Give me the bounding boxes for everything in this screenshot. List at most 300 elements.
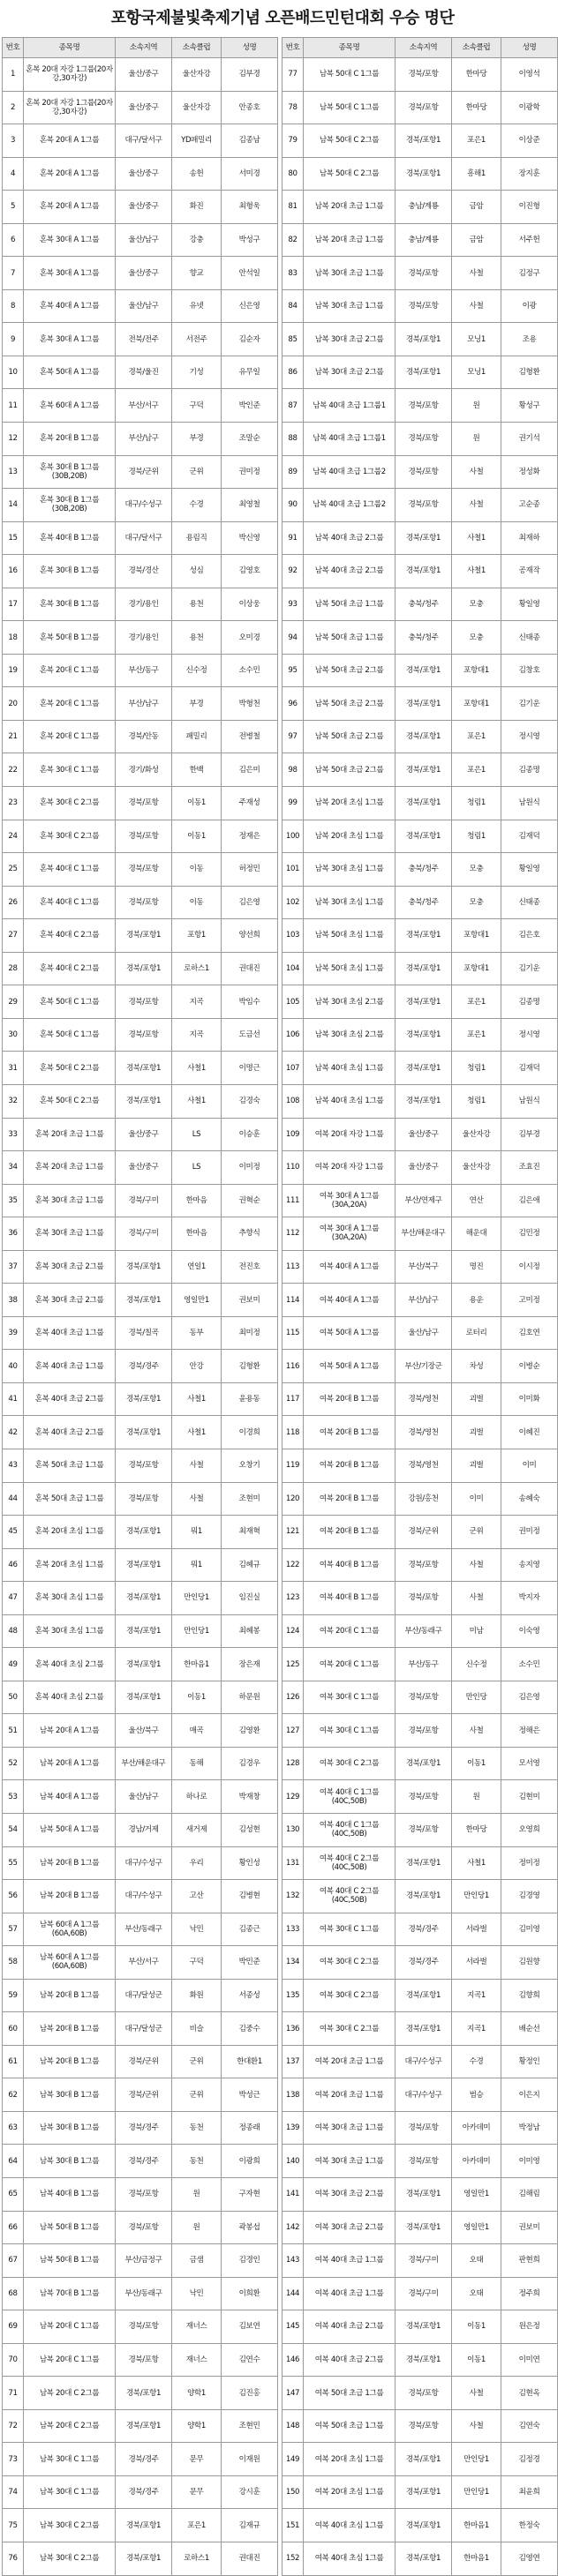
cell-name: 이숙영 [501,1614,558,1648]
table-row [282,521,558,555]
cell-no: 26 [3,886,24,919]
table-row [282,1516,558,1549]
cell-event: 남복 50대 초급 2그룹 [304,687,396,721]
cell-no: 133 [282,1913,304,1946]
cell-event: 남복 20대 A 1그룹 [24,1714,116,1748]
cell-club: 서전주 [172,323,222,356]
cell-event: 남복 40대 초급 2그룹 [304,521,396,555]
table-row [3,2509,278,2542]
cell-no: 4 [3,157,24,191]
cell-no: 46 [3,1548,24,1582]
cell-event: 여복 40대 C 2그룹(40C,50B) [304,1846,396,1880]
cell-name: 김보연 [222,2310,278,2344]
cell-club: 원 [452,423,501,456]
cell-region: 경북/포항 [116,2310,172,2344]
cell-no: 68 [3,2277,24,2310]
cell-club: 울산자강 [452,1151,501,1185]
table-row [3,654,278,687]
cell-no: 45 [3,1516,24,1549]
cell-no: 37 [3,1250,24,1284]
cell-club: 범승 [452,2078,501,2112]
cell-club: 화진 [172,191,222,224]
cell-club: 서라벌 [452,1913,501,1946]
cell-region: 경북/포항1 [396,1084,452,1118]
cell-club: 차성 [452,1350,501,1383]
cell-no: 48 [3,1614,24,1648]
cell-region: 경북/포항1 [396,1052,452,1085]
cell-no: 115 [282,1316,304,1350]
cell-no: 144 [282,2277,304,2310]
cell-region: 경북/포항1 [396,2475,452,2509]
cell-event: 혼복 30대 C 2그룹 [24,787,116,820]
cell-name: 김영연 [501,2542,558,2576]
cell-event: 혼복 20대 초심 1그룹 [24,1548,116,1582]
cell-name: 정시영 [501,1018,558,1052]
cell-name: 안종호 [222,91,278,124]
cell-region: 충북/청주 [396,588,452,621]
cell-event: 여복 30대 C 2그룹 [304,1946,396,1980]
cell-no: 110 [282,1151,304,1185]
cell-region: 경북/영천 [396,1416,452,1449]
cell-club: 한마음1 [452,2542,501,2576]
cell-club: 만인당1 [452,1880,501,1913]
cell-event: 여복 30대 A 1그룹(30A,20A) [304,1217,396,1251]
cell-event: 남복 20대 초급 1그룹 [304,191,396,224]
cell-no: 76 [3,2542,24,2576]
cell-region: 경북/경주 [396,1946,452,1980]
cell-event: 남복 60대 A 1그룹(60A,60B) [24,1946,116,1980]
cell-name: 황정인 [501,2045,558,2078]
cell-club: 포항대1 [452,952,501,985]
cell-club: 청림1 [452,787,501,820]
cell-no: 72 [3,2409,24,2443]
table-row [282,687,558,721]
cell-no: 22 [3,753,24,787]
cell-event: 혼복 30대 A 1그룹 [24,323,116,356]
cell-no: 73 [3,2443,24,2476]
cell-name: 이광희 [222,2145,278,2178]
cell-event: 남복 50대 초급 2그룹 [304,720,396,753]
cell-event: 혼복 20대 B 1그룹 [24,423,116,456]
cell-no: 1 [3,58,24,92]
cell-no: 128 [282,1747,304,1780]
cell-region: 울산/남구 [116,223,172,257]
cell-name: 소수민 [222,654,278,687]
cell-club: 안강 [172,1350,222,1383]
table-row [3,1052,278,1085]
cell-region: 충북/청주 [396,886,452,919]
table-row [3,1184,278,1217]
table-row [282,1648,558,1681]
table-row [3,58,278,92]
cell-club: 유넷 [172,289,222,323]
cell-event: 여복 40대 초급 2그룹 [304,2310,396,2344]
cell-no: 103 [282,919,304,953]
cell-club: 지곡 [172,985,222,1019]
cell-club: 금암 [452,191,501,224]
table-row [3,124,278,158]
cell-no: 35 [3,1184,24,1217]
cell-no: 126 [282,1681,304,1714]
cell-club: 서라벌 [452,1946,501,1980]
cell-club: 아카데미 [452,2145,501,2178]
cell-no: 53 [3,1780,24,1814]
cell-club: 만인당1 [452,2443,501,2476]
cell-region: 경북/포항1 [396,919,452,953]
cell-name: 황일영 [501,588,558,621]
cell-event: 남복 40대 초급 1그룹1 [304,423,396,456]
cell-no: 85 [282,323,304,356]
cell-no: 18 [3,621,24,655]
cell-no: 86 [282,356,304,389]
cell-club: 기성 [172,356,222,389]
table-row [282,2045,558,2078]
cell-no: 131 [282,1846,304,1880]
cell-event: 남복 40대 초심 1그룹 [304,1084,396,1118]
table-row [3,1880,278,1913]
cell-region: 경북/포항1 [396,356,452,389]
cell-no: 135 [282,1979,304,2012]
table-row [3,1582,278,1615]
cell-club: 포은1 [452,124,501,158]
table-header-row [3,38,278,58]
table-row [282,2012,558,2046]
cell-region: 대구/수성구 [116,1846,172,1880]
table-row [3,1284,278,1317]
cell-club: 사철 [452,257,501,290]
cell-event: 여복 30대 C 1그룹 [304,1714,396,1748]
cell-event: 혼복 30대 B 1그룹(30B,20B) [24,489,116,522]
cell-name: 김연숙 [501,2409,558,2443]
table-row [282,2310,558,2344]
header-region: 소속지역 [396,38,452,58]
cell-no: 106 [282,1018,304,1052]
cell-region: 경북/포항1 [396,124,452,158]
cell-region: 경북/군위 [396,1516,452,1549]
cell-event: 여복 40대 A 1그룹 [304,1250,396,1284]
table-row [282,489,558,522]
table-row [282,1614,558,1648]
cell-no: 81 [282,191,304,224]
cell-name: 김경인 [222,2244,278,2278]
cell-club: 우리 [172,1846,222,1880]
cell-region: 경북/포항 [396,1813,452,1846]
table-row [3,1979,278,2012]
cell-name: 김창호 [501,654,558,687]
cell-no: 54 [3,1813,24,1846]
cell-name: 박지자 [501,1582,558,1615]
cell-name: 권대진 [222,952,278,985]
cell-event: 혼복 40대 초급 2그룹 [24,1416,116,1449]
cell-no: 74 [3,2475,24,2509]
cell-name: 남원식 [501,787,558,820]
table-row [282,2509,558,2542]
cell-club: 이동1 [172,1681,222,1714]
cell-region: 경북/포항1 [396,2012,452,2046]
cell-event: 남복 30대 C 1그룹 [24,2475,116,2509]
cell-club: 지곡1 [452,2012,501,2046]
cell-club: 한마음1 [172,1648,222,1681]
cell-name: 황성구 [501,389,558,423]
cell-no: 124 [282,1614,304,1648]
winners-table-right [282,37,558,2576]
cell-event: 남복 30대 C 2그룹 [24,2509,116,2542]
cell-event: 혼복 40대 초급 2그룹 [24,1382,116,1416]
cell-region: 경북/포항1 [116,2542,172,2576]
cell-no: 38 [3,1284,24,1317]
cell-no: 139 [282,2111,304,2145]
cell-club: 청림1 [452,820,501,853]
table-row [3,1946,278,1980]
cell-club: 수경 [172,489,222,522]
cell-no: 3 [3,124,24,158]
cell-no: 16 [3,555,24,588]
table-row [282,1813,558,1846]
cell-name: 이미영 [501,2145,558,2178]
cell-no: 87 [282,389,304,423]
header-name: 성명 [222,38,278,58]
cell-no: 75 [3,2509,24,2542]
cell-no: 88 [282,423,304,456]
table-row [282,1747,558,1780]
cell-event: 여복 20대 C 1그룹 [304,1614,396,1648]
cell-club: 원 [172,2211,222,2244]
cell-no: 27 [3,919,24,953]
cell-region: 충북/청주 [396,621,452,655]
cell-event: 혼복 20대 자강 1그룹(20자강,30자강) [24,91,116,124]
cell-name: 이상웅 [222,588,278,621]
cell-region: 경북/포항 [396,1714,452,1748]
cell-event: 혼복 30대 초심 1그룹 [24,1582,116,1615]
cell-event: 여복 40대 초급 1그룹 [304,2244,396,2278]
cell-no: 95 [282,654,304,687]
cell-club: 만인당 [452,1681,501,1714]
table-row [3,2310,278,2344]
cell-club: 금샘 [172,2244,222,2278]
table-row [3,588,278,621]
cell-name: 김종명 [501,753,558,787]
table-row [3,2111,278,2145]
cell-name: 박인준 [222,389,278,423]
cell-no: 136 [282,2012,304,2046]
page-title: 포항국제불빛축제기념 오픈배드민턴대회 우승 명단 [110,9,455,27]
table-row [3,323,278,356]
cell-region: 부산/해운대구 [396,1217,452,1251]
table-row [282,1052,558,1085]
cell-no: 112 [282,1217,304,1251]
cell-event: 남복 50대 B 1그룹 [24,2244,116,2278]
cell-event: 남복 20대 B 1그룹 [24,2012,116,2046]
cell-club: 괴벌 [452,1449,501,1482]
table-row [3,1416,278,1449]
cell-event: 혼복 50대 C 1그룹 [24,985,116,1019]
cell-club: 화원 [172,1979,222,2012]
cell-region: 울산/북구 [116,1714,172,1748]
cell-name: 이미 [501,1449,558,1482]
cell-club: 오태 [452,2277,501,2310]
cell-event: 남복 50대 C 1그룹 [304,58,396,92]
cell-region: 경북/포항1 [396,2178,452,2212]
cell-name: 최형욱 [222,191,278,224]
table-row [3,952,278,985]
cell-club: 매곡 [172,1714,222,1748]
cell-region: 경북/울진 [116,356,172,389]
cell-region: 경북/포항1 [116,2377,172,2410]
table-row [3,2145,278,2178]
cell-club: 포은1 [452,1018,501,1052]
cell-region: 경북/포항1 [116,1648,172,1681]
cell-no: 20 [3,687,24,721]
cell-no: 25 [3,853,24,887]
cell-event: 여복 20대 C 1그룹 [304,1648,396,1681]
cell-name: 소수민 [501,1648,558,1681]
cell-club: 로하스1 [172,952,222,985]
cell-event: 남복 50대 초급 2그룹 [304,753,396,787]
cell-event: 여복 40대 C 1그룹(40C,50B) [304,1813,396,1846]
cell-club: 만인당1 [172,1614,222,1648]
cell-region: 경북/포항 [396,2145,452,2178]
cell-club: 사철1 [172,1052,222,1085]
table-row [282,588,558,621]
cell-name: 김형환 [222,1350,278,1383]
table-row [3,1118,278,1151]
cell-no: 57 [3,1913,24,1946]
cell-event: 혼복 50대 C 2그룹 [24,1052,116,1085]
cell-club: 포은1 [452,985,501,1019]
table-row [282,191,558,224]
cell-no: 102 [282,886,304,919]
cell-region: 경북/포항1 [396,2310,452,2344]
cell-event: 남복 30대 초급 1그룹 [304,289,396,323]
table-row [282,289,558,323]
table-row [3,1350,278,1383]
cell-region: 부산/서구 [116,389,172,423]
cell-club: 새거제 [172,1813,222,1846]
cell-region: 경북/포항1 [396,687,452,721]
cell-region: 경북/구미 [116,1217,172,1251]
cell-region: 경북/포항1 [396,157,452,191]
table-row [282,2277,558,2310]
cell-club: 모충 [452,853,501,887]
cell-name: 김은애 [501,1184,558,1217]
cell-name: 곽봉섭 [222,2211,278,2244]
table-row [282,2377,558,2410]
cell-event: 여복 50대 초급 1그룹 [304,2409,396,2443]
cell-event: 남복 70대 B 1그룹 [24,2277,116,2310]
cell-name: 권미정 [501,1516,558,1549]
cell-name: 황인성 [222,1846,278,1880]
cell-name: 김기운 [501,687,558,721]
cell-no: 122 [282,1548,304,1582]
table-row [3,1217,278,1251]
cell-name: 김경우 [222,1747,278,1780]
table-row [3,2542,278,2576]
cell-region: 경북/포항 [396,489,452,522]
cell-no: 2 [3,91,24,124]
cell-club: 원 [452,1780,501,1814]
cell-event: 혼복 30대 B 1그룹 [24,588,116,621]
table-row [282,1449,558,1482]
table-row [3,2277,278,2310]
table-row [3,2178,278,2212]
cell-no: 90 [282,489,304,522]
cell-no: 104 [282,952,304,985]
cell-name: 하문원 [222,1681,278,1714]
cell-club: 양학1 [172,2377,222,2410]
cell-event: 여복 30대 초급 2그룹 [304,2178,396,2212]
cell-no: 94 [282,621,304,655]
cell-region: 경북/포항 [396,58,452,92]
table-row [3,1780,278,1814]
header-no: 번호 [282,38,304,58]
cell-no: 137 [282,2045,304,2078]
cell-club: 한마당 [452,58,501,92]
cell-club: 신수정 [172,654,222,687]
cell-region: 경북/포항1 [116,1416,172,1449]
table-row [3,2377,278,2410]
cell-event: 혼복 30대 초급 2그룹 [24,1284,116,1317]
cell-club: 사철 [452,2409,501,2443]
cell-name: 구자현 [222,2178,278,2212]
cell-region: 경북/경산 [116,555,172,588]
cell-no: 30 [3,1018,24,1052]
cell-region: 울산/남구 [396,1316,452,1350]
cell-region: 경북/포항1 [396,2443,452,2476]
table-row [3,1648,278,1681]
cell-region: 경북/포항1 [116,1548,172,1582]
table-row [3,720,278,753]
table-row [3,886,278,919]
cell-name: 권보미 [501,2211,558,2244]
cell-club: 구덕 [172,1946,222,1980]
cell-no: 77 [282,58,304,92]
cell-event: 남복 30대 B 1그룹 [24,2145,116,2178]
cell-club: 낙민 [172,1913,222,1946]
header-event: 종목명 [304,38,396,58]
cell-name: 서미경 [222,157,278,191]
table-row [3,753,278,787]
cell-event: 여복 30대 C 2그룹 [304,1747,396,1780]
cell-region: 경북/구미 [396,2244,452,2278]
cell-region: 대구/수성구 [396,2078,452,2112]
cell-region: 경북/구미 [116,1184,172,1217]
table-row [282,1184,558,1217]
cell-club: 미남 [452,1614,501,1648]
table-row [282,1780,558,1814]
cell-club: 양학1 [172,2409,222,2443]
cell-no: 49 [3,1648,24,1681]
cell-no: 138 [282,2078,304,2112]
cell-event: 혼복 40대 초심 2그룹 [24,1648,116,1681]
cell-region: 울산/중구 [116,1151,172,1185]
cell-no: 12 [3,423,24,456]
cell-region: 충남/계룡 [396,223,452,257]
cell-region: 경북/포항1 [116,952,172,985]
table-row [3,1846,278,1880]
cell-event: 혼복 30대 C 1그룹 [24,753,116,787]
header-club: 소속클럽 [452,38,501,58]
cell-name: 김원향 [501,1946,558,1980]
cell-name: 김재규 [222,2509,278,2542]
cell-region: 부산/남구 [116,423,172,456]
cell-region: 경북/포항1 [396,1018,452,1052]
table-row [282,1714,558,1748]
cell-club: 이동1 [172,787,222,820]
cell-event: 남복 60대 A 1그룹(60A,60B) [24,1913,116,1946]
cell-event: 혼복 30대 A 1그룹 [24,223,116,257]
cell-no: 6 [3,223,24,257]
winners-tables [0,37,565,2576]
